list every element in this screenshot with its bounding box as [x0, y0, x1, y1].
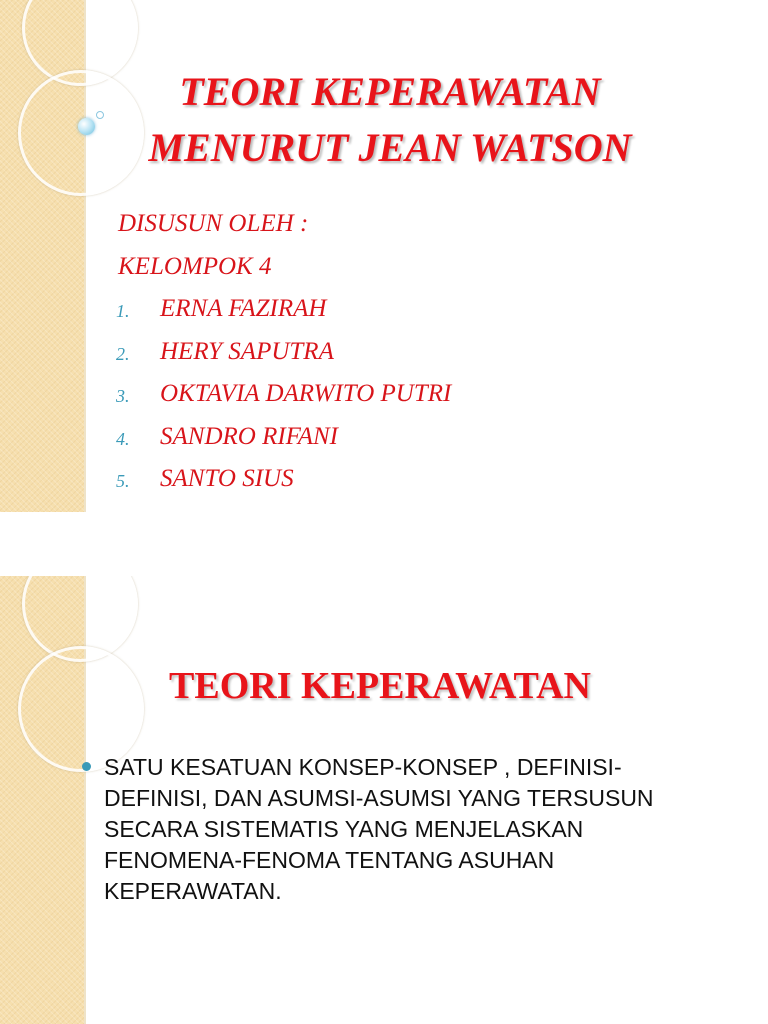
- title-line: MENURUT JEAN WATSON: [148, 125, 632, 170]
- member-name: HERY SAPUTRA: [160, 338, 334, 365]
- bullet-text: [104, 752, 704, 907]
- list-number: 2.: [116, 344, 130, 364]
- member-name: SANDRO RIFANI: [160, 423, 338, 450]
- list-number: 4.: [116, 429, 130, 449]
- title-line: TEORI KEPERAWATAN: [179, 69, 601, 114]
- slide-2: [0, 576, 768, 1024]
- member-name: OKTAVIA DARWITO PUTRI: [160, 380, 452, 407]
- list-number: 3.: [116, 386, 130, 406]
- slide-gap: [0, 512, 768, 576]
- text-line: FENOMENA-FENOMA TENTANG ASUHAN: [104, 847, 555, 873]
- group-label: KELOMPOK 4: [118, 253, 272, 280]
- decorative-bubble-icon: [78, 118, 95, 135]
- text-line: KEPERAWATAN.: [104, 878, 282, 904]
- text-line: DEFINISI, DAN ASUMSI-ASUMSI YANG TERSUSUN: [104, 785, 654, 811]
- slide-title: [100, 64, 680, 176]
- bullet-icon: [82, 762, 91, 771]
- list-number: 5.: [116, 471, 130, 491]
- author-heading: DISUSUN OLEH :: [118, 210, 309, 237]
- slide-title: TEORI KEPERAWATAN: [169, 665, 591, 707]
- member-name: SANTO SIUS: [160, 465, 294, 492]
- list-number: 1.: [116, 301, 130, 321]
- text-line: SECARA SISTEMATIS YANG MENJELASKAN: [104, 816, 584, 842]
- member-name: ERNA FAZIRAH: [160, 295, 327, 322]
- text-line: SATU KESATUAN KONSEP-KONSEP , DEFINISI-: [104, 754, 622, 780]
